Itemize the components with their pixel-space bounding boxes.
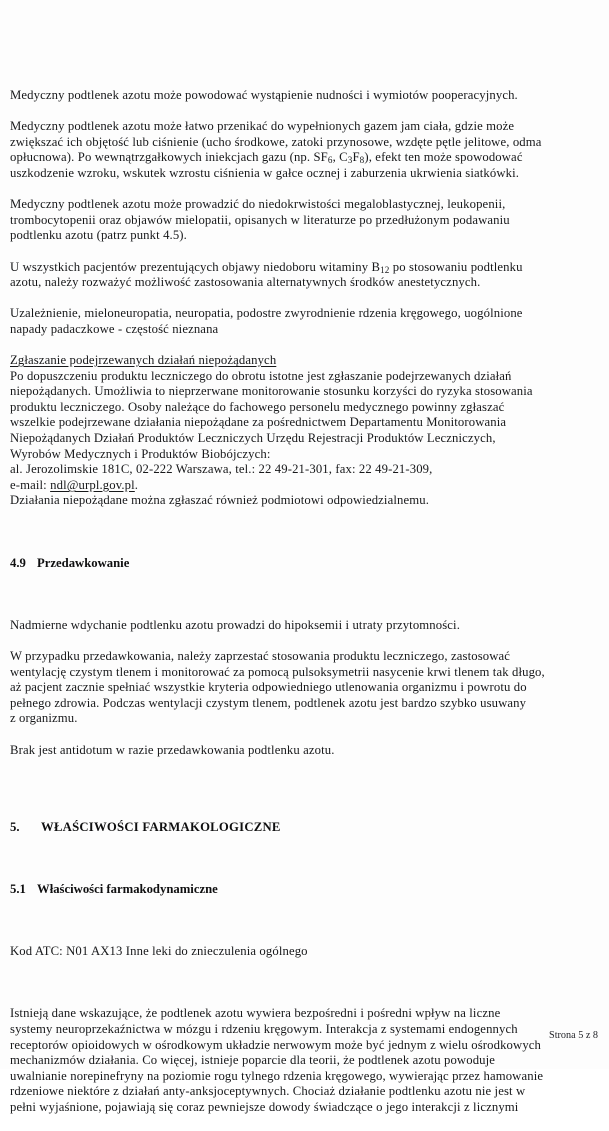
reporting-address: al. Jerozolimskie 181C, 02-222 Warszawa, tel.: 22 49-21-301, fax: 22 49-21-309,: [10, 462, 433, 477]
gas-line-3: [10, 150, 599, 166]
f8-subscript: 8: [359, 155, 365, 166]
addiction-line-1: Uzależnienie, mieloneuropatia, neuropatia, podostre zwyrodnienie rdzenia kręgowego, uogólnione: [10, 306, 523, 321]
reporting-heading: Zgłaszanie podejrzewanych działań niepożądanych: [10, 353, 277, 368]
paragraph-addiction: [10, 306, 599, 337]
gas-line-2: zwiększać ich objętość lub ciśnienie (ucho środkowe, zatoki przynosowe, wzdęte pętle jelitowe, odma: [10, 134, 542, 149]
reporting-line-9: Działania niepożądane można zgłaszać również podmiotowi odpowiedzialnemu.: [10, 493, 429, 508]
page-footer: Strona 5 z 8: [549, 1030, 598, 1041]
paragraph-pharmacodynamics: [10, 1006, 599, 1115]
heading-4-9-number: 4.9: [10, 555, 26, 570]
b12-line-1-a: U wszystkich pacjentów prezentujących objawy niedoboru witaminy B: [10, 259, 381, 274]
paragraph-hypoxemia: Nadmierne wdychanie podtlenku azotu prowadzi do hipoksemii i utraty przytomności.: [10, 617, 461, 632]
anemia-line-1: Medyczny podtlenek azotu może prowadzić do niedokrwistości megaloblastycznej, leukopenii,: [10, 197, 506, 212]
heading-5-number: 5.: [10, 819, 20, 834]
overdose-line-3: aż pacjent zacznie spełniać wszystkie kryteria odpowiedniego utlenowania organizmu i powrotu do: [10, 680, 527, 695]
paragraph-vitamin-b12: [10, 260, 599, 291]
pharmaco-line-1: Istnieją dane wskazujące, że podtlenek azotu wywiera bezpośredni i pośredni wpływ na liczne: [10, 1006, 501, 1021]
heading-5-1-number: 5.1: [10, 881, 26, 896]
reporting-line-2: niepożądanych. Umożliwia to nieprzerwane monitorowanie stosunku korzyści do ryzyka stosowania: [10, 384, 533, 399]
spacer-after-heading-5-1: [10, 913, 599, 944]
email-label: e-mail:: [10, 477, 51, 492]
paragraph-anemia: [10, 197, 599, 244]
paragraph-nausea: Medyczny podtlenek azotu może powodować wystąpienie nudności i wymiotów pooperacyjnych.: [10, 88, 518, 102]
email-period: .: [134, 477, 139, 492]
spacer-before-section-4-9: [10, 525, 599, 556]
gas-line-3-c: F: [352, 150, 360, 165]
overdose-line-1: W przypadku przedawkowania, należy zaprzestać stosowania produktu leczniczego, zastosować: [10, 649, 511, 663]
email-link[interactable]: ndl@urpl.gov.pl: [50, 477, 135, 492]
gas-line-1: Medyczny podtlenek azotu może łatwo przenikać do wypełnionych gazem jam ciała, gdzie może: [10, 119, 515, 134]
overdose-line-5: z organizmu.: [10, 711, 78, 726]
heading-5-1: [10, 882, 599, 898]
paragraph-overdose-management: [10, 649, 599, 727]
gas-line-3-d: ), efekt ten może spowodować: [364, 150, 523, 165]
heading-4-9: [10, 556, 599, 572]
gas-line-3-b: , C: [332, 150, 348, 165]
addiction-line-2: napady padaczkowe - częstość nieznana: [10, 321, 219, 336]
spacer-after-heading-4-9: [10, 587, 599, 618]
pharmaco-line-4: mechanizmów działania. Co więcej, istnieje poparcie dla teorii, że podtlenek azotu powoduje: [10, 1053, 496, 1068]
spacer-before-section-5: [10, 774, 599, 820]
pharmaco-line-7: pełni wyjaśnione, pojawiają się coraz pewniejsze dowody świadczące o jego interakcji z licznymi: [10, 1099, 519, 1114]
heading-4-9-title: Przedawkowanie: [37, 555, 130, 570]
reporting-line-3: produktu leczniczego. Osoby należące do fachowego personelu medycznego powinny zgłaszać: [10, 399, 505, 414]
gas-line-3-a: opłucnowa). Po wewnątrzgałkowych iniekcjach gazu (np. SF: [10, 150, 328, 165]
paragraph-no-antidote: Brak jest antidotum w razie przedawkowania podtlenku azotu.: [10, 742, 335, 757]
heading-5: [10, 820, 599, 836]
atc-code-line: Kod ATC: N01 AX13 Inne leki do znieczulenia ogólnego: [10, 944, 308, 959]
pharmaco-line-6: rdzeniowe niektóre z działań anty-anksjoceptywnych. Chociaż działanie podtlenku azotu nie jest w: [10, 1084, 526, 1099]
reporting-line-4: wszelkie podejrzewane działania niepożądane za pośrednictwem Departamentu Monitorowania: [10, 415, 507, 430]
pharmaco-line-5: uwalnianie norepinefryny na poziomie rogu tylnego rdzenia kręgowego, wywierając przez hamowanie: [10, 1068, 544, 1083]
pharmaco-line-3: receptorów opioidowych w ośrodkowym układzie nerwowym może być jednym z wielu ośrodkowych: [10, 1037, 542, 1052]
b12-subscript: 12: [380, 264, 390, 275]
heading-5-1-title: Właściwości farmakodynamiczne: [37, 881, 218, 896]
paragraph-gas-filled-spaces: [10, 119, 599, 181]
pharmaco-line-2: systemy neuroprzekaźnictwa w mózgu i rdzeniu kręgowym. Interakcja z systemami endogennych: [10, 1021, 518, 1036]
sf6-subscript: 6: [327, 155, 333, 166]
b12-line-1-b: po stosowaniu podtlenku: [389, 259, 523, 274]
reporting-line-1: Po dopuszczeniu produktu leczniczego do obrotu istotne jest zgłaszanie podejrzewanych działań: [10, 368, 512, 383]
b12-line-2: azotu, należy rozważyć możliwość zastosowania alternatywnych środków anestetycznych.: [10, 275, 481, 290]
spacer-before-pharmacodynamics: [10, 975, 599, 1006]
b12-line-1: [10, 260, 599, 276]
overdose-line-2: wentylację czystym tlenem i monitorować za pomocą pulsoksymetrii nasycenie krwi tlenem tak długo,: [10, 664, 545, 679]
reporting-line-6: Wyrobów Medycznych i Produktów Biobójczych:: [10, 446, 271, 461]
document-content: [10, 88, 599, 1131]
reporting-line-5: Niepożądanych Działań Produktów Leczniczych Urzędu Rejestracji Produktów Leczniczych,: [10, 431, 496, 446]
heading-5-title: WŁAŚCIWOŚCI FARMAKOLOGICZNE: [41, 819, 281, 834]
reporting-email-line: [10, 478, 599, 494]
spacer-after-heading-5: [10, 851, 599, 882]
anemia-line-3: podtlenku azotu (patrz punkt 4.5).: [10, 228, 187, 243]
anemia-line-2: trombocytopenii oraz objawów mielopatii, opisanych w literaturze po przedłużonym podawaniu: [10, 212, 510, 227]
adverse-reaction-reporting-block: [10, 353, 599, 509]
gas-line-4: uszkodzenie wzroku, wskutek wzrostu ciśnienia w gałce ocznej i zaburzenia ukrwienia siatkówki.: [10, 165, 520, 180]
overdose-line-4: pełnego zdrowia. Podczas wentylacji czystym tlenem, podtlenek azotu jest bardzo szybko usuwany: [10, 695, 527, 710]
c3-subscript: 3: [347, 155, 353, 166]
